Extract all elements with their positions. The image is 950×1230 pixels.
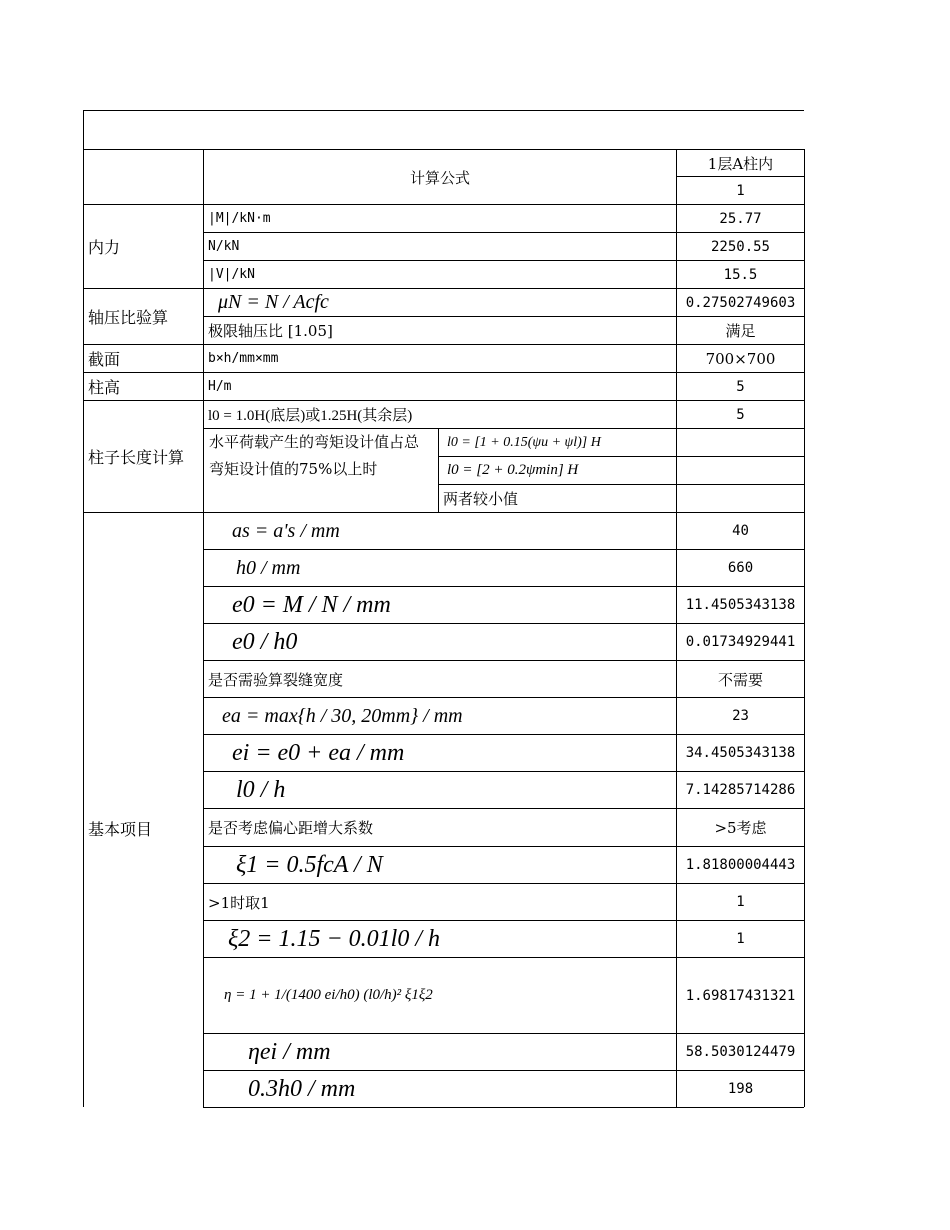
l0-formula-1: l0 = [1 + 0.15(ψu + ψl)] H — [447, 434, 601, 450]
ecc-label: 是否考虑偏心距增大系数 — [208, 819, 374, 837]
moment-label: |M|/kN·m — [208, 211, 271, 226]
section-internal-force: 内力 — [88, 238, 121, 257]
limit-ratio-value: 满足 — [725, 322, 756, 340]
h03-formula: 0.3h0 / mm — [248, 1075, 356, 1102]
ei-formula: ei = e0 + ea / mm — [232, 739, 405, 766]
eta-formula: η = 1 + 1/(1400 ei/h0) (l0/h)² ξ1ξ2 — [224, 987, 433, 1003]
shear-value: 15.5 — [723, 266, 758, 283]
xi1-formula: ξ1 = 0.5fcA / N — [236, 851, 383, 878]
l0h-formula: l0 / h — [236, 776, 286, 803]
ei-value: 34.4505343138 — [685, 745, 796, 761]
moment-value: 25.77 — [719, 210, 762, 227]
section-column-height: 柱高 — [88, 378, 121, 397]
section-section: 截面 — [88, 350, 121, 369]
column-index: 1 — [736, 182, 745, 199]
crack-label: 是否需验算裂缝宽度 — [208, 670, 344, 689]
eta-ei-value: 58.5030124479 — [685, 1044, 796, 1060]
ea-value: 23 — [732, 708, 749, 724]
section-size-label: b×h/mm×mm — [208, 351, 279, 366]
h03-value: 198 — [727, 1081, 754, 1097]
l0-rule-label: l0 = 1.0H(底层)或1.25H(其余层) — [208, 408, 413, 424]
xi2-formula: ξ2 = 1.15 − 0.01l0 / h — [228, 925, 441, 952]
section-length-calc: 柱子长度计算 — [88, 448, 185, 467]
height-label: H/m — [208, 379, 232, 394]
crack-value: 不需要 — [717, 670, 763, 689]
xi1-value: 1.81800004443 — [685, 857, 796, 873]
eta-ei-formula: ηei / mm — [248, 1038, 331, 1065]
height-value: 5 — [736, 378, 745, 395]
mu-n-value: 0.27502749603 — [685, 294, 796, 311]
eta-value: 1.69817431321 — [685, 987, 796, 1004]
as-formula: as = a's / mm — [232, 519, 340, 542]
limit-ratio-label: 极限轴压比 [1.05] — [208, 322, 333, 340]
grid-line — [83, 110, 804, 111]
e0-value: 11.4505343138 — [685, 597, 796, 613]
mu-n-formula: μN = N / Acfc — [218, 291, 329, 313]
l0-note: 水平荷载产生的弯矩设计值占总弯矩设计值的75%以上时 — [209, 433, 420, 478]
l0h-value: 7.14285714286 — [685, 782, 796, 798]
xi1-cap-label: >1时取1 — [208, 893, 270, 912]
axial-label: N/kN — [208, 239, 240, 254]
e0h0-value: 0.01734929441 — [685, 634, 796, 650]
ea-formula: ea = max{h / 30, 20mm} / mm — [222, 704, 463, 727]
ecc-value: >5考虑 — [714, 819, 767, 837]
h0-formula: h0 / mm — [236, 556, 301, 579]
xi1-cap-value: 1 — [736, 894, 745, 910]
e0h0-formula: e0 / h0 — [232, 628, 298, 655]
section-axial-ratio: 轴压比验算 — [88, 308, 169, 327]
grid-line — [203, 149, 204, 1107]
grid-line — [203, 1107, 804, 1108]
xi2-value: 1 — [736, 931, 745, 947]
l0-min-label: 两者较小值 — [443, 490, 519, 508]
h0-value: 660 — [727, 560, 754, 576]
formula-column-header: 计算公式 — [409, 168, 470, 187]
axial-value: 2250.55 — [710, 238, 770, 255]
l0-note-cell — [209, 429, 438, 512]
shear-label: |V|/kN — [208, 267, 255, 282]
l0-formula-2: l0 = [2 + 0.2ψmin] H — [447, 462, 579, 478]
l0-rule-value: 5 — [736, 406, 745, 423]
section-basic-items: 基本项目 — [88, 819, 153, 839]
column-title: 1层A柱内 — [707, 154, 774, 173]
as-value: 40 — [732, 523, 749, 539]
e0-formula: e0 = M / N / mm — [232, 591, 391, 618]
grid-line — [804, 149, 805, 1107]
section-size-value: 700×700 — [705, 349, 776, 368]
